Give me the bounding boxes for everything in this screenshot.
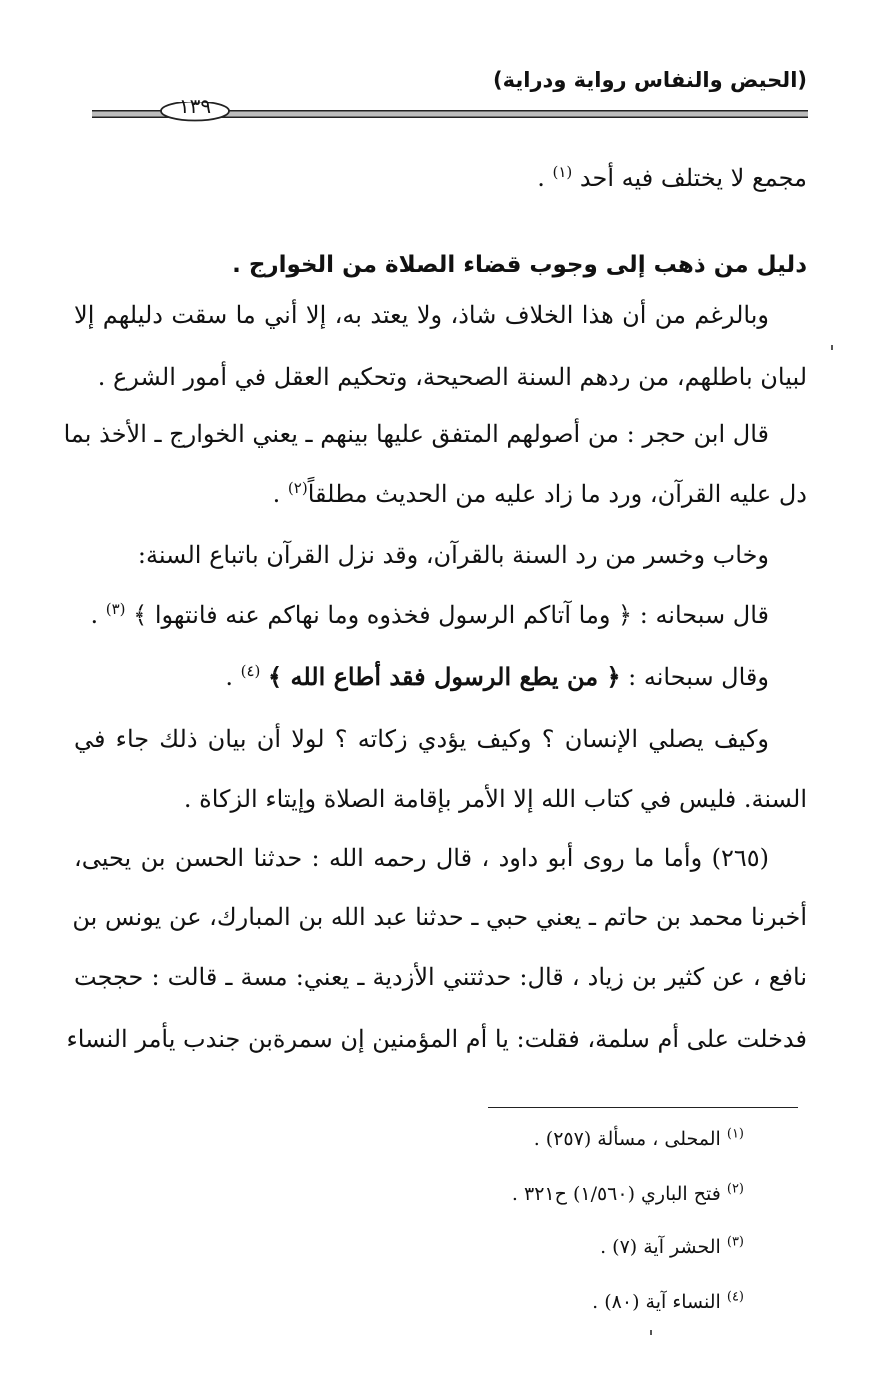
footnote-3-marker: (٣) — [726, 1234, 744, 1250]
footnote-4-marker: (٤) — [726, 1289, 744, 1305]
footnote-rule — [488, 1107, 798, 1108]
quran-quote-2-prefix: وقال سبحانه : — [620, 663, 769, 691]
body-line-1 — [537, 161, 807, 195]
quran-quote-1-text: قال سبحانه : ﴿ وما آتاكم الرسول فخذوه وما نهاكم عنه فانتهوا ﴾ — [133, 601, 769, 629]
quran-quote-2 — [225, 660, 769, 694]
footnote-2 — [512, 1180, 744, 1208]
footnote-3 — [600, 1233, 744, 1261]
footnote-ref-2: (٢) — [287, 479, 308, 497]
body-line-5: قال ابن حجر : من أصولهم المتفق عليها بينهم ـ يعني الخوارج ـ الأخذ بما — [63, 420, 769, 448]
body-line-6-end: . — [272, 480, 288, 508]
body-line-3: وبالرغم من أن هذا الخلاف شاذ، ولا يعتد به، إلا أني ما سقت دليلهم إلا — [74, 301, 769, 329]
footnote-ref-4: (٤) — [240, 662, 261, 680]
footnote-1 — [534, 1125, 744, 1153]
footnote-ref-1: (١) — [552, 163, 573, 181]
section-heading: دليل من ذهب إلى وجوب قضاء الصلاة من الخوارج . — [232, 252, 807, 278]
quran-quote-2-text: ﴿ من يطع الرسول فقد أطاع الله ﴾ — [268, 662, 621, 691]
footnote-3-text: الحشر آية (٧) . — [600, 1236, 721, 1258]
hadith-265-line-4: فدخلت على أم سلمة، فقلت: يا أم المؤمنين إن سمرةبن جندب يأمر النساء — [66, 1025, 807, 1053]
quran-quote-1-end: . — [90, 601, 106, 629]
body-line-6-text: دل عليه القرآن، ورد ما زاد عليه من الحديث مطلقاً — [307, 480, 807, 508]
hadith-265-line-3: نافع ، عن كثير بن زياد ، قال: حدثتني الأزدية ـ يعني: مسة ـ قالت : حججت — [74, 963, 807, 991]
body-line-7: وخاب وخسر من رد السنة بالقرآن، وقد نزل القرآن باتباع السنة: — [137, 541, 769, 569]
scan-speck — [650, 1330, 652, 1335]
body-line-10: وكيف يصلي الإنسان ؟ وكيف يؤدي زكاته ؟ لولا أن بيان ذلك جاء في — [74, 725, 769, 753]
running-title: (الحيض والنفاس رواية ودراية) — [493, 68, 807, 92]
footnote-4 — [592, 1288, 744, 1316]
scan-speck — [831, 345, 833, 350]
footnote-2-text: فتح الباري (١/٥٦٠) ح٣٢١ . — [511, 1183, 721, 1205]
footnote-2-marker: (٢) — [726, 1181, 744, 1197]
body-line-1-end: . — [537, 164, 553, 192]
footnote-1-marker: (١) — [726, 1126, 744, 1142]
footnote-ref-3: (٣) — [105, 600, 126, 618]
body-line-1-text: مجمع لا يختلف فيه أحد — [579, 164, 807, 192]
body-line-6 — [273, 477, 807, 511]
footnote-1-text: المحلى ، مسألة (٢٥٧) . — [533, 1128, 721, 1150]
page-number: ١٣٩ — [178, 94, 212, 118]
body-line-4: لبيان باطلهم، من ردهم السنة الصحيحة، وتحكيم العقل في أمور الشرع . — [97, 363, 807, 391]
hadith-265-line-2: أخبرنا محمد بن حاتم ـ يعني حبي ـ حدثنا عبد الله بن المبارك، عن يونس بن — [72, 903, 807, 931]
hadith-265-line-1: (٢٦٥) وأما ما روى أبو داود ، قال رحمه الله : حدثنا الحسن بن يحيى، — [74, 844, 769, 872]
footnote-4-text: النساء آية (٨٠) . — [592, 1291, 721, 1313]
quran-quote-2-end: . — [225, 663, 241, 691]
quran-quote-1 — [90, 598, 769, 632]
body-line-11: السنة. فليس في كتاب الله إلا الأمر بإقامة الصلاة وإيتاء الزكاة . — [183, 785, 807, 813]
